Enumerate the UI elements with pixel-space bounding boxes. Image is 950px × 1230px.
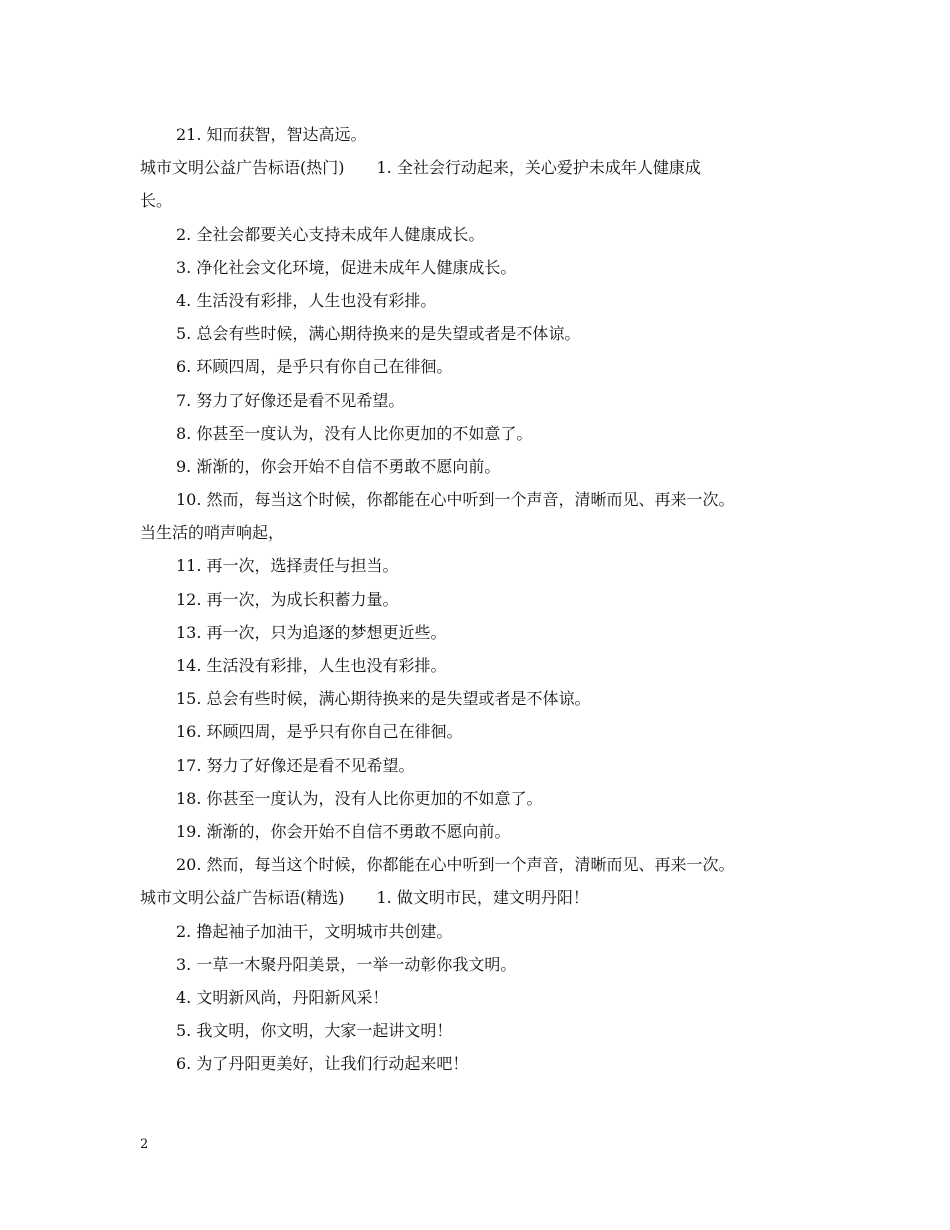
text-line: 长。 bbox=[140, 191, 173, 211]
text-line: 10. 然而，每当这个时候，你都能在心中听到一个声音，清晰而见、再来一次。 bbox=[176, 490, 735, 510]
text-line: 7. 努力了好像还是看不见希望。 bbox=[176, 390, 405, 410]
text-line: 9. 渐渐的，你会开始不自信不勇敢不愿向前。 bbox=[176, 456, 501, 476]
text-line: 6. 环顾四周，是乎只有你自己在徘徊。 bbox=[176, 357, 453, 377]
text-line: 20. 然而，每当这个时候，你都能在心中听到一个声音，清晰而见、再来一次。 bbox=[176, 855, 735, 875]
text-line: 城市文明公益广告标语(精选) 1. 做文明市民，建文明丹阳！ bbox=[140, 888, 589, 908]
text-line: 17. 努力了好像还是看不见希望。 bbox=[176, 755, 415, 775]
text-line: 5. 我文明，你文明，大家一起讲文明！ bbox=[176, 1021, 453, 1041]
text-line: 城市文明公益广告标语(热门) 1. 全社会行动起来，关心爱护未成年人健康成 bbox=[140, 158, 701, 178]
text-line: 6. 为了丹阳更美好，让我们行动起来吧！ bbox=[176, 1054, 469, 1074]
text-line: 3. 净化社会文化环境，促进未成年人健康成长。 bbox=[176, 257, 517, 277]
document-body bbox=[140, 118, 830, 1080]
text-line: 18. 你甚至一度认为，没有人比你更加的不如意了。 bbox=[176, 788, 543, 808]
text-line: 19. 渐渐的，你会开始不自信不勇敢不愿向前。 bbox=[176, 821, 511, 841]
text-line: 15. 总会有些时候，满心期待换来的是失望或者是不体谅。 bbox=[176, 689, 591, 709]
text-line: 2. 撸起袖子加油干，文明城市共创建。 bbox=[176, 921, 453, 941]
text-line: 16. 环顾四周，是乎只有你自己在徘徊。 bbox=[176, 722, 463, 742]
text-line: 8. 你甚至一度认为，没有人比你更加的不如意了。 bbox=[176, 423, 533, 443]
text-line: 5. 总会有些时候，满心期待换来的是失望或者是不体谅。 bbox=[176, 324, 581, 344]
text-line: 11. 再一次，选择责任与担当。 bbox=[176, 556, 399, 576]
text-line: 当生活的哨声响起， bbox=[140, 523, 285, 543]
text-line: 2. 全社会都要关心支持未成年人健康成长。 bbox=[176, 224, 485, 244]
text-line: 12. 再一次，为成长积蓄力量。 bbox=[176, 589, 399, 609]
page-number: 2 bbox=[140, 1137, 149, 1152]
text-line: 13. 再一次，只为追逐的梦想更近些。 bbox=[176, 622, 447, 642]
text-line: 14. 生活没有彩排，人生也没有彩排。 bbox=[176, 656, 447, 675]
text-line: 21. 知而获智，智达高远。 bbox=[176, 125, 367, 144]
text-line: 3. 一草一木聚丹阳美景，一举一动彰你我文明。 bbox=[176, 954, 517, 974]
text-line: 4. 生活没有彩排，人生也没有彩排。 bbox=[176, 290, 437, 310]
text-line: 4. 文明新风尚，丹阳新风采！ bbox=[176, 987, 389, 1007]
